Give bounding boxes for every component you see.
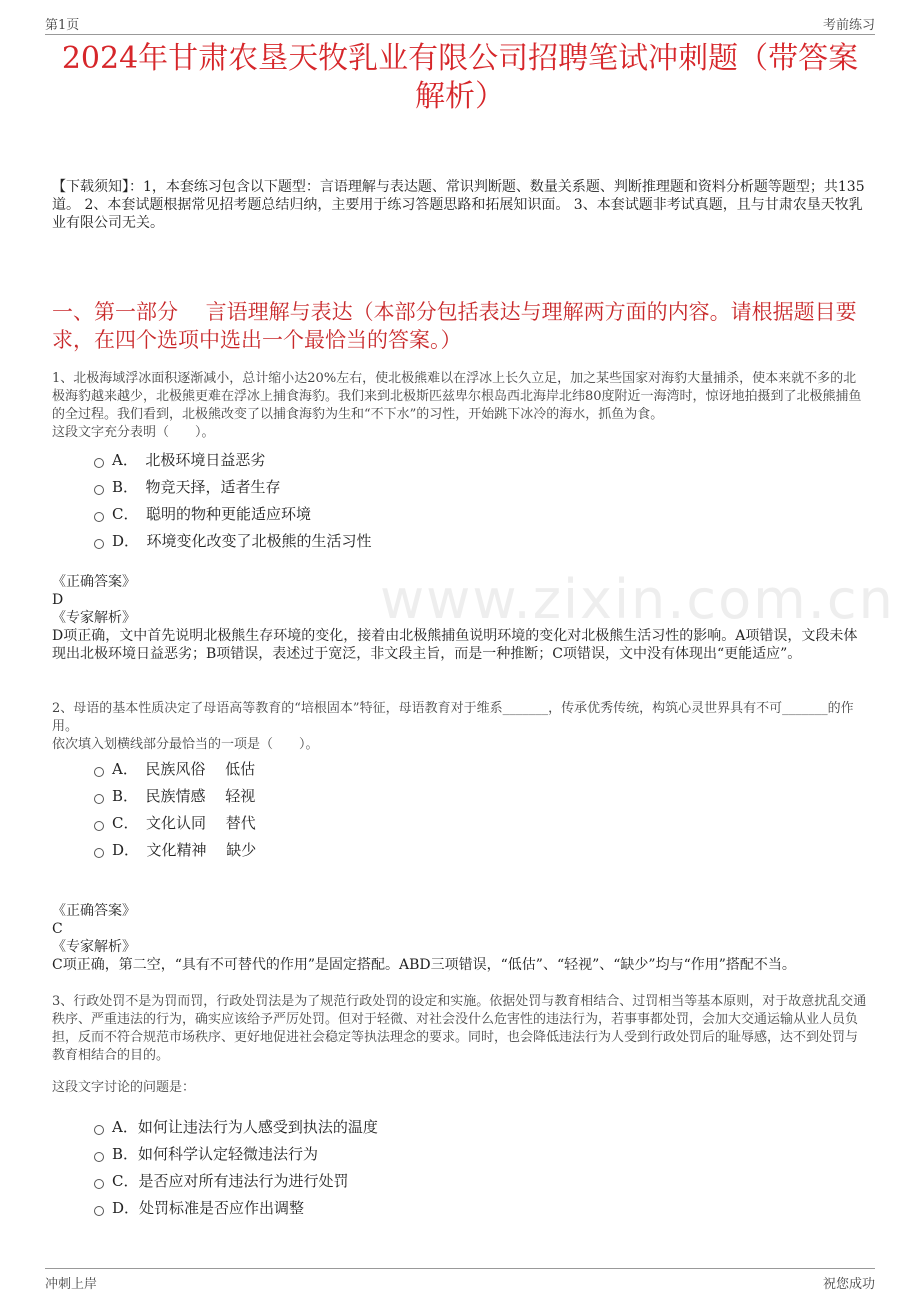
radio-icon[interactable] [94, 848, 104, 858]
question-stem: 1、北极海域浮冰面积逐渐减小，总计缩小达20%左右，使北极熊难以在浮冰上长久立足，加之某些国家对海豹大量捕杀，使本来就不多的北极海豹越来越少，北极熊更难在浮冰上捕食海豹。我们来到北极斯匹兹卑尔根岛西北海岸北纬80度附近一海湾时，惊讶地拍摄到了北极熊捕鱼的全过程。我们看到，北极熊改变了以捕食海豹为生和“不下水”的习性，开始跳下冰冷的海水，抓鱼为食。 [52, 371, 862, 422]
page-footer [45, 1268, 875, 1291]
radio-icon[interactable] [94, 485, 104, 495]
footer-right: 祝您成功 [822, 1277, 875, 1292]
option-a[interactable]: A．如何让违法行为人感受到执法的温度 [94, 1113, 378, 1140]
answer-value: D [52, 592, 64, 608]
analysis-label: 《专家解析》 [52, 939, 136, 955]
option-c[interactable]: C．是否应对所有违法行为进行处罚 [94, 1167, 378, 1194]
download-notice: 【下载须知】：1，本套练习包含以下题型：言语理解与表达题、常识判断题、数量关系题、判断推理题和资料分析题等题型；共135道。 2、本套试题根据常见招考题总结归纳，主要用于练习答题思路和拓展知识面。 3、本套试题非考试真题，且与甘肃农垦天牧乳业有限公司无关。 [52, 179, 865, 231]
answer-value: C [52, 921, 63, 937]
question-2-answer [52, 902, 868, 974]
option-c[interactable]: C． 文化认同 替代 [94, 809, 256, 836]
question-prompt: 这段文字讨论的问题是： [52, 1080, 196, 1095]
option-d[interactable]: D．处罚标准是否应作出调整 [94, 1194, 378, 1221]
footer-left: 冲刺上岸 [45, 1277, 98, 1292]
question-stem: 3、行政处罚不是为罚而罚，行政处罚法是为了规范行政处罚的设定和实施。依据处罚与教育相结合、过罚相当等基本原则，对于故意扰乱交通秩序、严重违法的行为，确实应该给予严厉处罚。但对于轻微、对社会没什么危害性的违法行为，若事事都处罚，会加大交通运输从业人员负担，反而不符合规范市场秩序、更好地促进社会稳定等执法理念的要求。同时，也会降低违法行为人受到行政处罚后的耻辱感，达不到处罚与教育相结合的目的。 [52, 994, 867, 1063]
analysis-label: 《专家解析》 [52, 610, 136, 626]
radio-icon[interactable] [94, 1179, 104, 1189]
radio-icon[interactable] [94, 821, 104, 831]
option-b[interactable]: B． 民族情感 轻视 [94, 782, 256, 809]
question-prompt: 依次填入划横线部分最恰当的一项是（ ）。 [52, 737, 319, 752]
question-stem: 2、母语的基本性质决定了母语高等教育的“培根固本”特征，母语教育对于维系_______，传承优秀传统，构筑心灵世界具有不可_______的作用。 [52, 701, 854, 734]
question-1-answer [52, 573, 868, 663]
analysis-text: D项正确，文中首先说明北极熊生存环境的变化，接着由北极熊捕鱼说明环境的变化对北极熊生活习性的影响。A项错误，文段未体现出北极环境日益恶劣；B项错误，表述过于宽泛，非文段主旨，而是一种推断；C项错误，文中没有体现出“更能适应”。 [52, 628, 858, 662]
radio-icon[interactable] [94, 539, 104, 549]
radio-icon[interactable] [94, 458, 104, 468]
question-prompt: 这段文字充分表明（ ）。 [52, 425, 215, 440]
option-c[interactable]: C． 聪明的物种更能适应环境 [94, 500, 372, 527]
option-d[interactable]: D． 文化精神 缺少 [94, 836, 256, 863]
document-title: 2024年甘肃农垦天牧乳业有限公司招聘笔试冲刺题（带答案解析） [61, 41, 859, 114]
radio-icon[interactable] [94, 767, 104, 777]
question-2-options [94, 755, 256, 863]
answer-label: 《正确答案》 [52, 903, 136, 919]
question-2 [52, 700, 868, 754]
radio-icon[interactable] [94, 1206, 104, 1216]
watermark: www.zixin.com.cn [380, 568, 895, 631]
option-b[interactable]: B．如何科学认定轻微违法行为 [94, 1140, 378, 1167]
radio-icon[interactable] [94, 1125, 104, 1135]
answer-label: 《正确答案》 [52, 574, 136, 590]
page-number: 第1页 [45, 18, 80, 33]
option-a[interactable]: A． 民族风俗 低估 [94, 755, 256, 782]
radio-icon[interactable] [94, 794, 104, 804]
page-header [45, 12, 875, 35]
question-1-options [94, 446, 372, 554]
question-3 [52, 993, 868, 1097]
analysis-text: C项正确，第二空，“具有不可替代的作用”是固定搭配。ABD三项错误，“低估”、“轻视”、“缺少”均与“作用”搭配不当。 [52, 957, 796, 973]
option-b[interactable]: B． 物竞天择，适者生存 [94, 473, 372, 500]
option-a[interactable]: A． 北极环境日益恶劣 [94, 446, 372, 473]
header-label: 考前练习 [822, 18, 875, 33]
question-3-options [94, 1113, 378, 1221]
radio-icon[interactable] [94, 1152, 104, 1162]
radio-icon[interactable] [94, 512, 104, 522]
question-1 [52, 370, 868, 442]
option-d[interactable]: D． 环境变化改变了北极熊的生活习性 [94, 527, 372, 554]
section-title: 一、第一部分 言语理解与表达（本部分包括表达与理解两方面的内容。请根据题目要求，在四个选项中选出一个最恰当的答案。） [52, 300, 857, 352]
